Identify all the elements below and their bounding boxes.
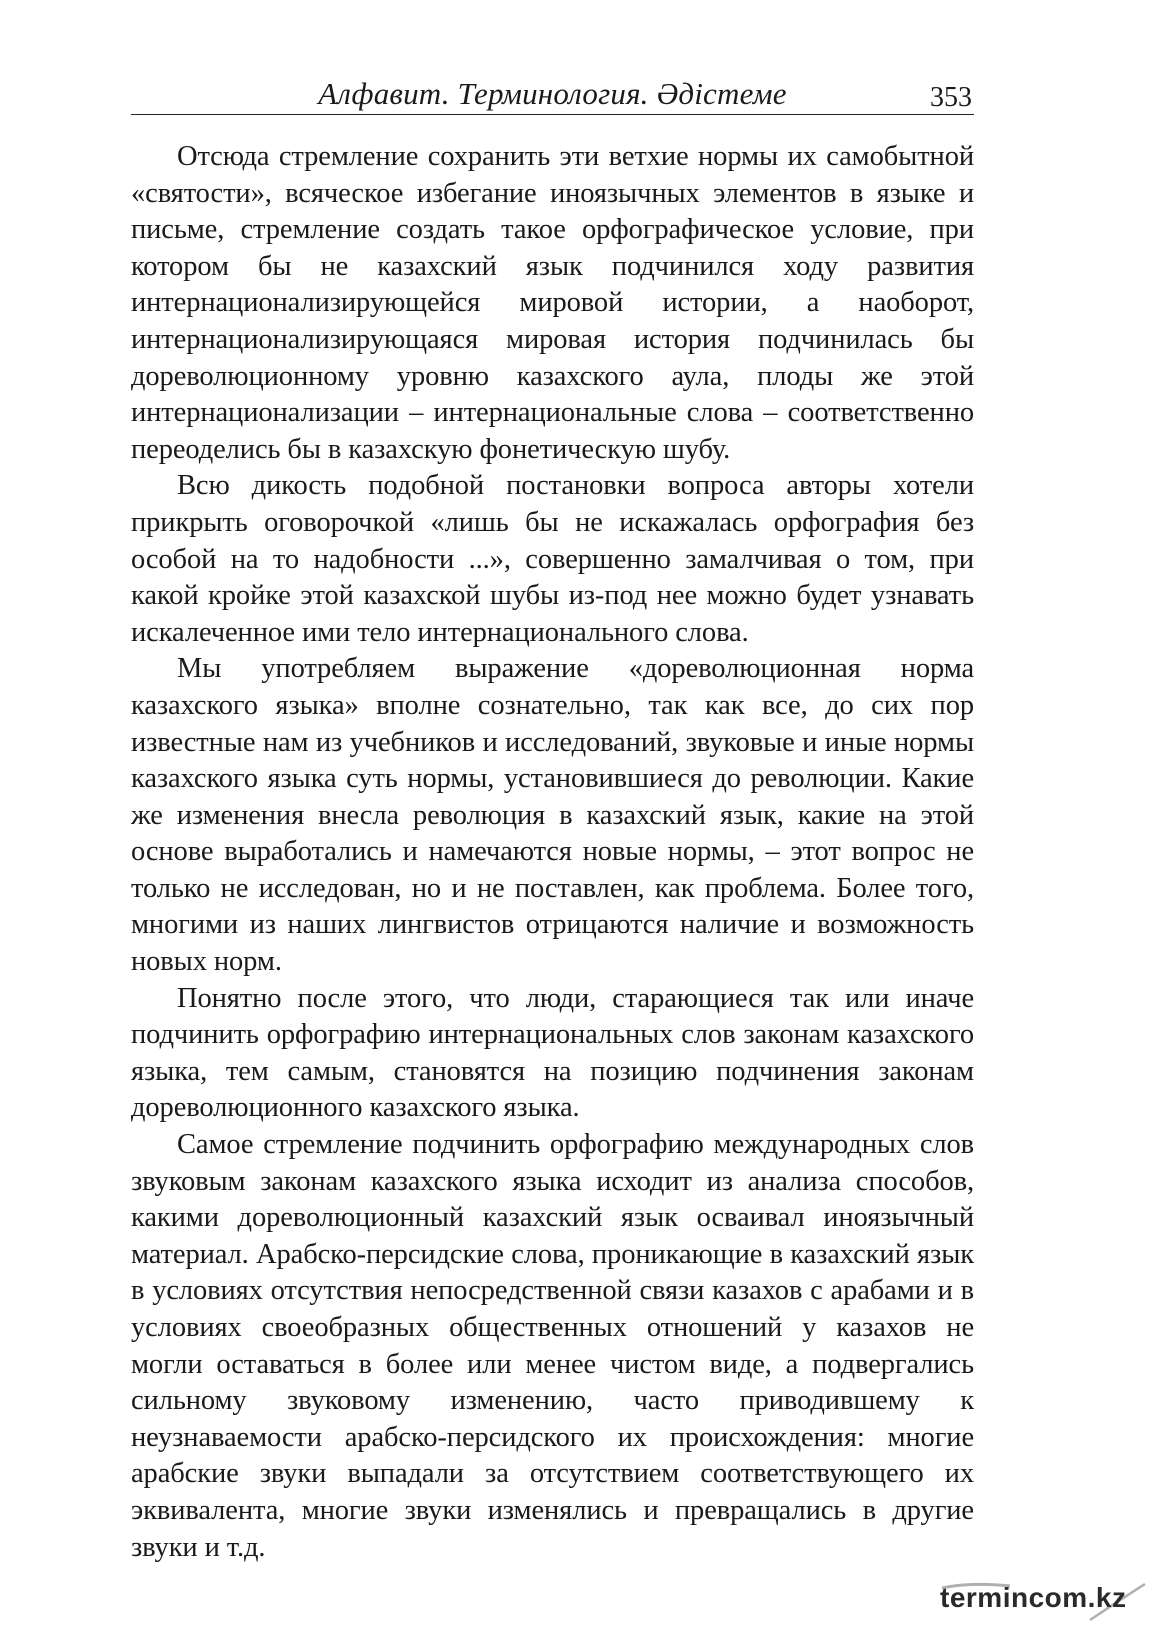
running-title: Алфавит. Терминология. Әдістеме [318,76,787,111]
paragraph-2: Всю дикость подобной постановки вопроса авторы хотели прикрыть оговорочкой «лишь бы не искажалась орфография без особой на то надобности ...», совершенно замалчивая о том, при какой кройке этой казахской шубы из-под нее можно будет узнавать искалеченное ими тело интернационального слова. [131,470,974,648]
watermark-text: termincom.kz [940,1582,1127,1613]
running-header [131,74,974,115]
watermark-logo [940,1580,1150,1624]
paragraph-4: Понятно после этого, что люди, старающиеся так или иначе подчинить орфографию интернациональных слов законам казахского языка, тем самым, становятся на позицию подчинения законам дореволюционного казахского языка. [131,982,974,1124]
paragraph-5: Самое стремление подчинить орфографию международных слов звуковым законам казахского языка исходит из анализа способов, какими дореволюционный казахский язык осваивал иноязычный материал. Арабско-персидские слова, проникающие в казахский язык в условиях отсутствия непосредственной связи казахов с арабами и в условиях своеобразных общественных отношений у казахов не могли оставаться в более или менее чистом виде, а подвергались сильному звуковому изменению, часто приводившему к неузнаваемости арабско-персидского их происхождения: многие арабские звуки выпадали за отсутствием соответствующего их эквивалента, многие звуки изменялись и превращались в другие звуки и т.д. [131,1129,974,1563]
page-number: 353 [930,82,972,113]
paragraph-1: Отсюда стремление сохранить эти ветхие нормы их самобытной «святости», всяческое избегание иноязычных элементов в языке и письме, стремление создать такое орфографическое условие, при котором бы не казахский язык подчинился ходу развития интернационализирующейся мировой истории, а наоборот, интернационализирующаяся мировая история подчинилась бы дореволюционному уровню казахского аула, плоды же этой интернационализации – интернациональные слова – соответственно переоделись бы в казахскую фонетическую шубу. [131,141,974,465]
body-text [131,139,974,1566]
paragraph-3: Мы употребляем выражение «дореволюционная норма казахского языка» вполне сознательно, так как все, до сих пор известные нам из учебников и исследований, звуковые и иные нормы казахского языка суть нормы, установившиеся до революции. Какие же изменения внесла революция в казахский язык, какие на этой основе выработались и намечаются новые нормы, – этот вопрос не только не исследован, но и не поставлен, как проблема. Более того, многими из наших лингвистов отрицаются наличие и возможность новых норм. [131,653,974,978]
